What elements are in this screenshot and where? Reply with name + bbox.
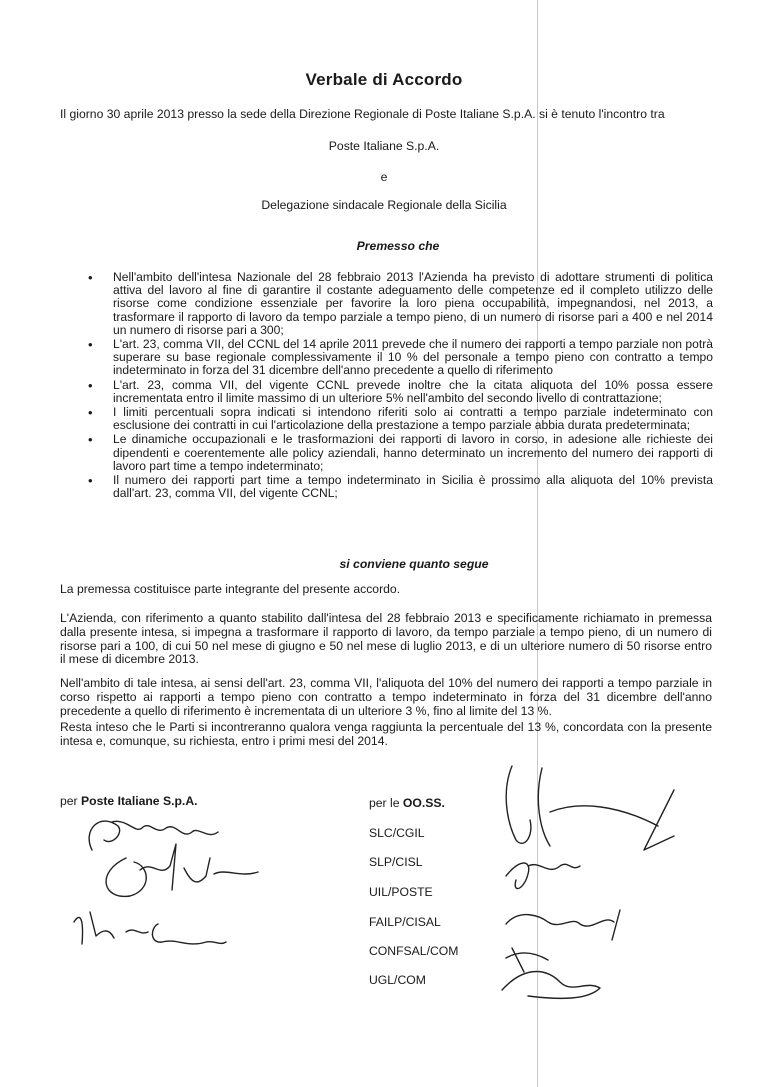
signature-prefix: per	[60, 794, 78, 808]
union-name: SLC/CGIL	[369, 826, 425, 840]
premise-item: • Le dinamiche occupazionali e le trasformazioni dei rapporti di lavoro in corso, in adesione alle richieste dei dipendenti e coerentemente alle policy aziendali, hanno determinato un incremento del numero dei rapporti di lavoro part time a tempo indeterminato;	[88, 433, 713, 473]
clause-paragraph: Nell'ambito di tale intesa, ai sensi dell'art. 23, comma VII, l'aliquota del 10% del numero dei rapporti a tempo parziale in corso rispetto ai rapporti a tempo pieno con contratto a tempo indeterminato in forza del 31 dicembre dell'anno precedente a quello di riferimento è incrementata di un ulteriore 3 %, fino al limite del 13 %.	[60, 676, 712, 718]
union-name: UIL/POSTE	[369, 885, 433, 899]
agreement-heading: si conviene quanto segue	[339, 557, 489, 571]
union-signature-slc	[506, 766, 674, 850]
clause-paragraph: Resta inteso che le Parti si incontreranno qualora venga raggiunta la percentuale del 13 %, concordata con la presente intesa e, comunque, su richiesta, entro i primi mesi del 2014.	[60, 720, 712, 748]
union-signature-failp	[506, 948, 548, 972]
document-title: Verbale di Accordo	[305, 70, 463, 89]
company-signature-1	[89, 821, 218, 850]
premise-item: • L'art. 23, comma VII, del vigente CCNL prevede inoltre che la citata aliquota del 10% possa essere incrementata entro il limite massimo di un ulteriore 5% nell'ambito del secondo livello di contrattazione;	[88, 379, 713, 405]
company-signature-2	[106, 844, 258, 896]
union-name: FAILP/CISAL	[369, 915, 441, 929]
union-name: UGL/COM	[369, 973, 426, 987]
intro-text: Il giorno 30 aprile 2013 presso la sede della Direzione Regionale di Poste Italiane S.p.A. si è tenuto l'incontro tra	[60, 107, 665, 121]
premise-item: • L'art. 23, comma VII, del CCNL del 14 aprile 2011 prevede che il numero dei rapporti a tempo parziale non potrà superare su base regionale complessivamente il 10 % del personale a tempo pieno con contratto a tempo indeterminato in forza del 31 dicembre dell'anno precedente a quello di riferimento	[88, 338, 713, 378]
union-signature-uil	[506, 910, 620, 940]
clause-premise: La premessa costituisce parte integrante del presente accordo.	[60, 582, 401, 596]
union-signature-slp	[506, 863, 580, 889]
signature-prefix: per le	[369, 796, 400, 810]
union-signature-confsal	[502, 972, 600, 999]
union-name: CONFSAL/COM	[369, 944, 459, 958]
union-name: SLP/CISL	[369, 855, 423, 869]
premise-heading: Premesso che	[356, 239, 440, 253]
company-name: Poste Italiane S.p.A.	[81, 794, 198, 808]
premise-item: • I limiti percentuali sopra indicati si intendono riferiti solo ai contratti a tempo parziale indeterminato con esclusione dei contratti in cui l'articolazione della prestazione a tempo parziale abbia durata predeterminata;	[88, 406, 713, 432]
premise-item: • Nell'ambito dell'intesa Nazionale del 28 febbraio 2013 l'Azienda ha previsto di adottare strumenti di politica attiva del lavoro al fine di garantire il costante adeguamento delle competenze ed il completo utilizzo delle risorse come condizione essenziale per favorire la loro piena occupabilità, impegnandosi, nel 2013, a trasformare il rapporto di lavoro da tempo parziale a tempo pieno, di un numero di risorse pari a 400 e nel 2014 un numero di risorse pari a 300;	[88, 271, 713, 337]
party-one: Poste Italiane S.p.A.	[328, 139, 440, 153]
premise-item: • Il numero dei rapporti part time a tempo indeterminato in Sicilia è prossimo alla aliquota del 10% prevista dall'art. 23, comma VII, del vigente CCNL;	[88, 474, 713, 500]
unions-name: OO.SS.	[402, 796, 445, 810]
conjunction: e	[380, 170, 388, 184]
party-two: Delegazione sindacale Regionale della Sicilia	[261, 198, 507, 212]
company-signature-3	[74, 912, 226, 944]
clause-paragraph: L'Azienda, con riferimento a quanto stabilito dall'intesa del 28 febbraio 2013 e specificamente richiamato in premessa dalla presente intesa, si impegna a trasformare il rapporto di lavoro, da tempo parziale a tempo pieno, di un numero di risorse pari a 100, di cui 50 nel mese di giugno e 50 nel mese di luglio 2013, e di un ulteriore numero di 50 risorse entro il mese di dicembre 2013.	[60, 611, 712, 667]
